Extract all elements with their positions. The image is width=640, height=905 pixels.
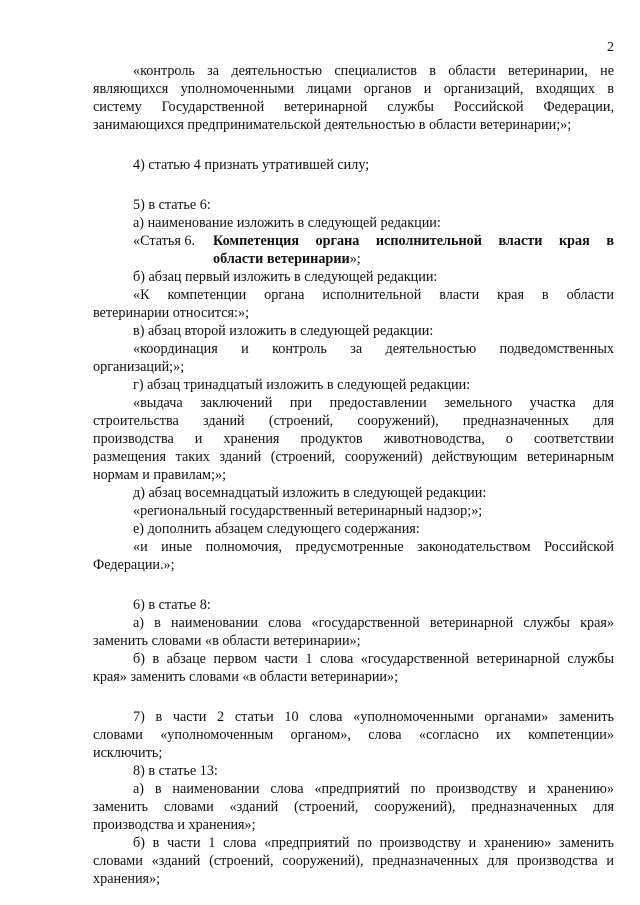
text-line: 4) статью 4 признать утратившей силу;	[133, 157, 370, 173]
page-number: 2	[607, 40, 614, 55]
text-line: б) абзац первый изложить в следующей редакции:	[133, 269, 438, 285]
text-line: производства и хранения»;	[93, 817, 256, 833]
text-line: а) в наименовании слова «государственной ветеринарной службы края»	[133, 615, 614, 631]
article-label: «Статья 6.	[133, 233, 196, 249]
article-title-line: Компетенция органа исполнительной власти края в	[213, 233, 614, 249]
article-title-tail: »;	[349, 251, 361, 267]
text-line: 8) в статье 13:	[133, 763, 218, 779]
text-line: заменить словами «зданий (строений, сооружений), предназначенных для	[93, 799, 614, 815]
text-line: заменить словами «в области ветеринарии»;	[93, 633, 361, 649]
text-line: словами «уполномоченным органом», слова «согласно их компетенции»	[93, 727, 614, 743]
text-line: б) в части 1 слова «предприятий по производству и хранению» заменить	[133, 835, 614, 851]
text-line: производства и хранения продуктов животноводства, о соответствии	[93, 431, 614, 447]
text-line: «выдача заключений при предоставлении земельного участка для	[133, 395, 614, 411]
paragraph-item-4	[93, 156, 614, 174]
text-line: 7) в части 2 статьи 10 слова «уполномоченными органами» заменить	[133, 709, 614, 725]
text-line: являющихся уполномоченными лицами органов и организаций, входящих в	[93, 81, 614, 97]
text-line: а) наименование изложить в следующей редакции:	[133, 215, 441, 231]
text-line: «и иные полномочия, предусмотренные законодательством Российской	[133, 539, 614, 555]
text-line: «К компетенции органа исполнительной власти края в области	[133, 287, 614, 303]
text-line: строительства зданий (строений, сооружений), предназначенных для	[93, 413, 614, 429]
text-line: размещения таких зданий (строений, сооружений) действующим ветеринарным	[93, 449, 614, 465]
paragraph-items-7-8	[93, 708, 614, 888]
text-line: в) абзац второй изложить в следующей редакции:	[133, 323, 434, 339]
text-line: д) абзац восемнадцатый изложить в следующей редакции:	[133, 485, 487, 501]
text-line: 5) в статье 6:	[133, 197, 211, 213]
text-line: е) дополнить абзацем следующего содержания:	[133, 521, 420, 537]
text-line: занимающихся предпринимательской деятельностью в области ветеринарии;»;	[93, 117, 572, 133]
article-title-line-2	[213, 250, 614, 268]
text-line: словами «зданий (строений, сооружений), предназначенных для производства и	[93, 853, 614, 869]
text-line: а) в наименовании слова «предприятий по производству и хранению»	[133, 781, 614, 797]
text-line: нормам и правилам;»;	[93, 467, 227, 483]
text-line: Федерации.»;	[93, 557, 175, 573]
text-line: края» заменить словами «в области ветеринарии»;	[93, 669, 399, 685]
paragraph-amendments-6	[93, 268, 614, 574]
text-line: исключить;	[93, 745, 163, 761]
text-line: ветеринарии относится:»;	[93, 305, 250, 321]
text-line: «контроль за деятельностью специалистов в области ветеринарии, не	[133, 63, 614, 79]
text-line: г) абзац тринадцатый изложить в следующей редакции:	[133, 377, 471, 393]
document-body	[93, 62, 614, 888]
text-line: «региональный государственный ветеринарный надзор;»;	[133, 503, 483, 519]
text-line: хранения»;	[93, 871, 161, 887]
text-line: 6) в статье 8:	[133, 597, 211, 613]
text-line: систему Государственной ветеринарной службы Российской Федерации,	[93, 99, 614, 115]
article-title-text: области ветеринарии	[213, 251, 350, 267]
article-6-heading	[93, 232, 614, 268]
text-line: б) в абзаце первом части 1 слова «государственной ветеринарной службы	[133, 651, 614, 667]
paragraph-item-5	[93, 196, 614, 232]
paragraph-quote-control	[93, 62, 614, 134]
paragraph-item-6	[93, 596, 614, 686]
text-line: «координация и контроль за деятельностью подведомственных	[133, 341, 614, 357]
text-line: организаций;»;	[93, 359, 185, 375]
